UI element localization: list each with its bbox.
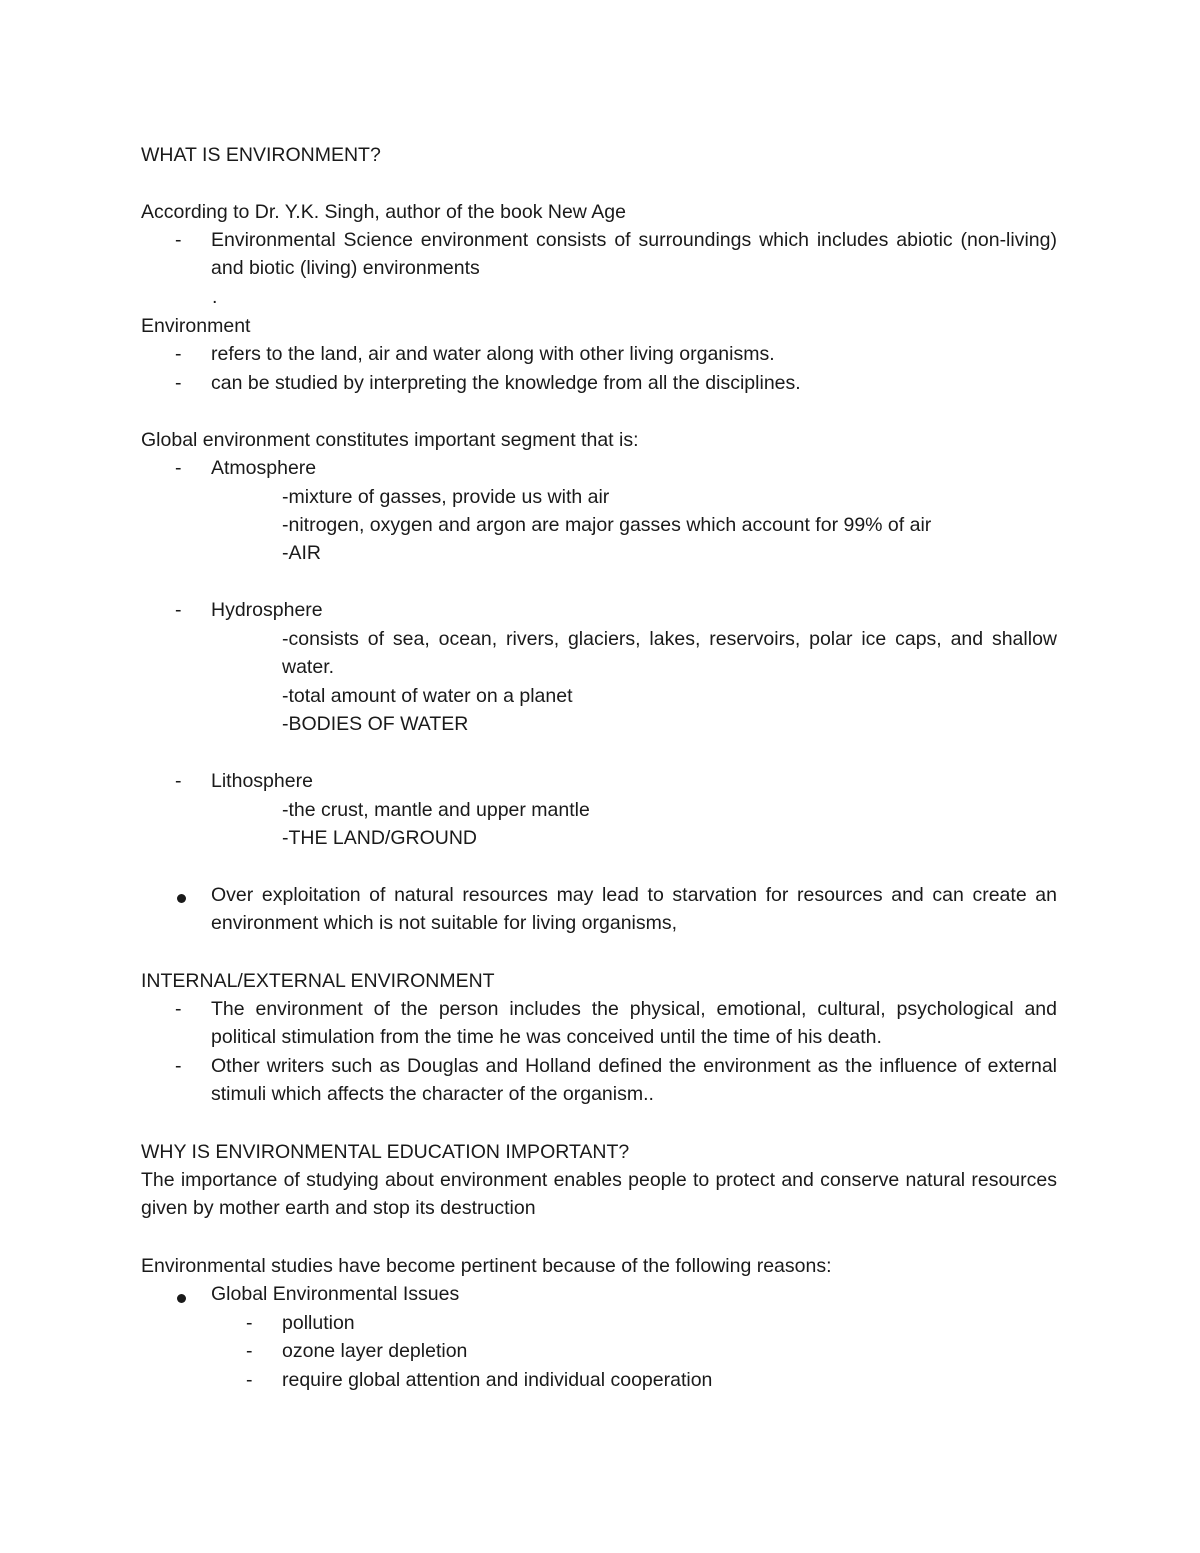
atmosphere-point: -nitrogen, oxygen and argon are major gasses which account for 99% of air (282, 514, 932, 536)
environment-heading: Environment (141, 315, 251, 337)
round-bullet (177, 894, 186, 903)
global-issue-item: pollution (282, 1312, 355, 1334)
environment-item: can be studied by interpreting the knowledge from all the disciplines. (211, 372, 801, 394)
global-issues-label: Global Environmental Issues (211, 1283, 460, 1305)
lithosphere-label: Lithosphere (211, 770, 313, 792)
environment-item: refers to the land, air and water along with other living organisms. (211, 343, 775, 365)
lithosphere-point: -the crust, mantle and upper mantle (282, 799, 590, 821)
overexploitation-text: Over exploitation of natural resources may lead to starvation for resources and can create an environment which is not suitable for living organisms, (211, 884, 1057, 935)
dash-bullet: - (175, 343, 182, 365)
internal-external-item: Other writers such as Douglas and Holland defined the environment as the influence of external stimuli which affects the character of the organism.. (211, 1055, 1057, 1106)
stray-period: . (212, 286, 218, 308)
atmosphere-label: Atmosphere (211, 457, 317, 479)
global-heading: Global environment constitutes important segment that is: (141, 429, 639, 451)
global-issue-item: require global attention and individual cooperation (282, 1369, 713, 1391)
hydrosphere-point: -BODIES OF WATER (282, 713, 469, 735)
hydrosphere-point: -total amount of water on a planet (282, 685, 573, 707)
lithosphere-point: -THE LAND/GROUND (282, 827, 478, 849)
hydrosphere-point: -consists of sea, ocean, rivers, glaciers, lakes, reservoirs, polar ice caps, and shallow water. (282, 628, 1057, 679)
internal-external-item: The environment of the person includes the physical, emotional, cultural, psychological and political stimulation from the time he was conceived until the time of his death. (211, 998, 1057, 1049)
intro-item: Environmental Science environment consists of surroundings which includes abiotic (non-living) and biotic (living) environments (211, 229, 1057, 280)
internal-external-heading: INTERNAL/EXTERNAL ENVIRONMENT (141, 970, 495, 992)
dash-bullet: - (175, 1055, 182, 1077)
global-issue-item: ozone layer depletion (282, 1340, 468, 1362)
dash-bullet: - (246, 1340, 253, 1362)
atmosphere-point: -AIR (282, 542, 321, 564)
why-text: The importance of studying about environment enables people to protect and conserve natural resources given by mother earth and stop its destruction (141, 1169, 1057, 1220)
atmosphere-point: -mixture of gasses, provide us with air (282, 486, 610, 508)
dash-bullet: - (246, 1369, 253, 1391)
intro-line: According to Dr. Y.K. Singh, author of the book New Age (141, 201, 626, 223)
dash-bullet: - (175, 457, 182, 479)
dash-bullet: - (175, 998, 182, 1020)
dash-bullet: - (175, 770, 182, 792)
dash-bullet: - (175, 229, 182, 251)
hydrosphere-label: Hydrosphere (211, 599, 323, 621)
dash-bullet: - (246, 1312, 253, 1334)
dash-bullet: - (175, 372, 182, 394)
round-bullet (177, 1294, 186, 1303)
document-title: WHAT IS ENVIRONMENT? (141, 144, 381, 166)
why-heading: WHY IS ENVIRONMENTAL EDUCATION IMPORTANT? (141, 1141, 630, 1163)
reasons-heading: Environmental studies have become pertinent because of the following reasons: (141, 1255, 832, 1277)
dash-bullet: - (175, 599, 182, 621)
